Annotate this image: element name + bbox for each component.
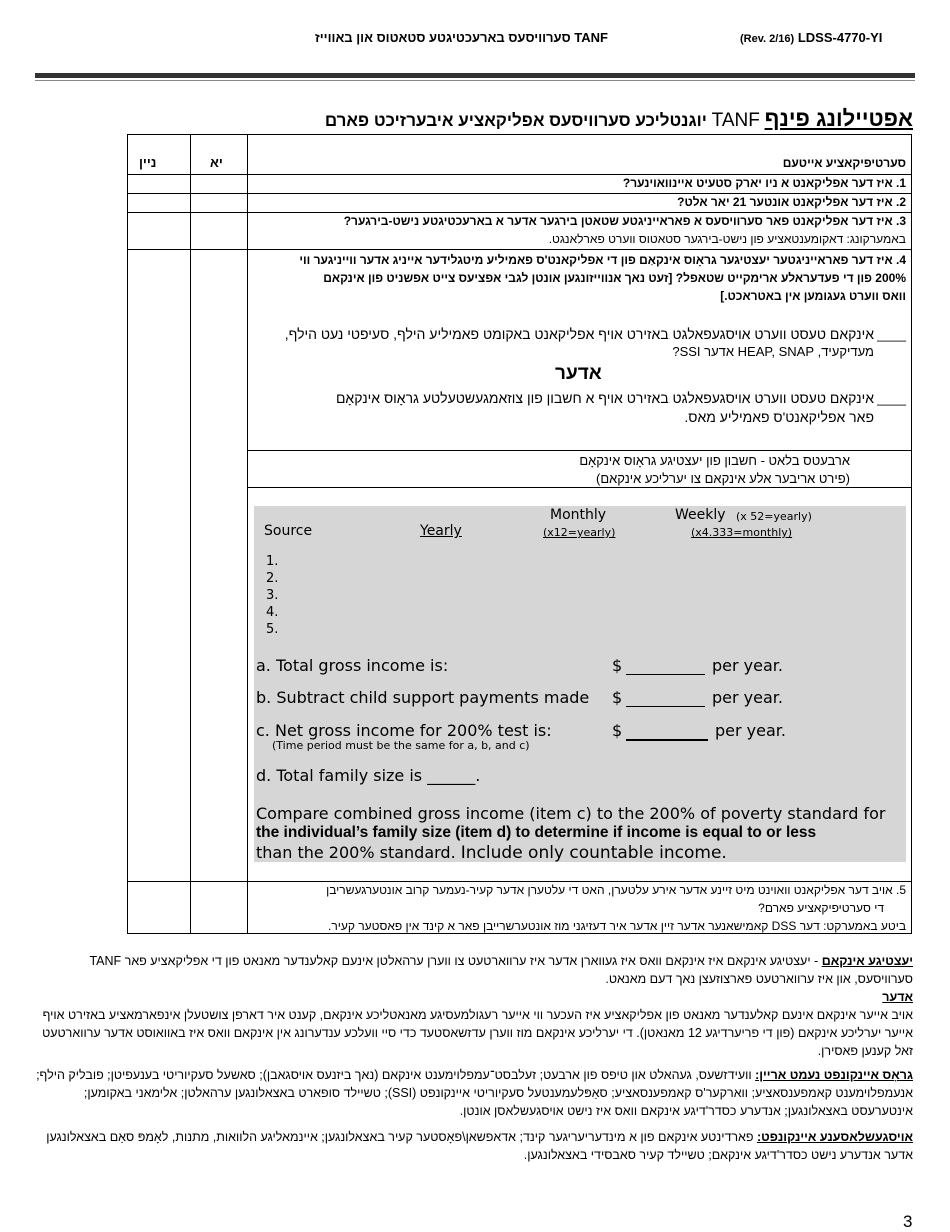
- dollar-c: $: [612, 721, 623, 740]
- dollar-b: $: [612, 688, 623, 707]
- note-current-income-key: יעצטיגע אינקאם: [821, 954, 913, 968]
- page-number: 3: [903, 1212, 913, 1231]
- question-4-line2: 200% פון די פעדעראלע ארימקייט שטאפל? [זעט נאך אנווייזונגען אונטן לגבי אפציעס צייט אפשניט פון אינקאם: [323, 271, 906, 285]
- worksheet-title: ארבעטס בלאט - חשבון פון יעצטיגע גראָוס אינקאָם: [579, 453, 850, 468]
- compare-line-1: Compare combined gross income (item c) to the 200% of poverty standard for: [256, 804, 886, 823]
- note-or-text: אויב אייער אינקאם אינעם קאלענדער מאנאט פון אפליקאציע איז העכער ווי אייער רעגולמעסיגע מאנאטליכע אינקאם, קענט איר דארפן צושטעלן אינפארמאציע באזירט אויף אייער יערליכע אינקאם (פון די פריערדיגע 12 מאנאטן). די יערליכע אינקאם מוז ווערן עדזשאסטעד כדי סיי וועלכע ענדערונג אין אינקאם וואס איז באוואוסט אדער ערווארטעט זאל קענען פאסירן.: [42, 1008, 913, 1058]
- per-year-a: per year.: [712, 656, 783, 675]
- note-or-key: אדער: [882, 990, 913, 1004]
- option-2-blank[interactable]: ____: [877, 391, 906, 406]
- col-items: סערטיפיקאציע אייטעם: [782, 156, 906, 170]
- section-label: אפטיילונג פינף: [764, 106, 913, 131]
- note-current-income: [33, 952, 913, 988]
- note-excluded-income-text: פארדינטע אינקאם פון א מינדעריעריגער קינד; אדאפשאן\פאָסטער קעיר באצאלונגען; איינמאליגע הלוואות, מתנות, לאָמפּ סאַם באצאלונגען אדער אנדערע נישט כסדר'דיגע אינקאם; טשיילד קעיר סאבסידי באצאלונגען.: [46, 1130, 913, 1162]
- col-weekly: Weekly: [675, 507, 726, 523]
- form-id: LDSS-4770-YI: [797, 30, 883, 45]
- line-c-note: (Time period must be the same for a, b, and c): [272, 739, 530, 752]
- per-year-c: per year.: [715, 721, 786, 740]
- note-gross-income-text: וועידזשעס, געהאלט און טיפס פון ארבעט; זעלבסט־עמפלוימענט אינקאם (נאך ביזנעס אויסגאבן); סאשעל סעקיוריטי בענעפיטן; פובליק הילף; אנעמפלוימענט קאמפענסאציע; ווארקער'ס קאמפענסאציע; סאַפּלעמענטעל סעקיוריטי איינקונפט (SSI); טשיילד סופארט באצאלונגען ערהאלטן; אלימאני באקומען; אינטערעסט באצאלונגען; אנדערע כסדר'דיגע אינקאם וואס איז נישט אויסגעשלאסן אונטן.: [36, 1068, 913, 1118]
- col-yes: יא: [210, 155, 223, 170]
- line-d: d. Total family size is ______.: [256, 766, 481, 785]
- source-list: [266, 553, 278, 638]
- header-title: TANF סערוויסעס בארעכטיגטע סטאטוס און באווייז: [315, 30, 608, 45]
- question-4-line1: 4. איז דער פאראייניגטער יעצטיגער גראָוס אינקאַם פון די אפליקאנט'ס פאמיליע מיטגלידער אייניג אדער ווייניגער ווי: [299, 253, 906, 267]
- line-c: c. Net gross income for 200% test is:: [256, 721, 552, 740]
- per-year-b: per year.: [712, 688, 783, 707]
- note-current-income-text: - יעצטיגע אינקאם איז אינקאם וואס איז געווארן אדער איז ערווארטעט צו ווערן ערהאלטן אינעם קאלענדער מאנאט פון די אפליקאציע פאר TANF סערוויסעס, און איז ערווארטעט פארצוזעצן נאך דעם מאנאט.: [89, 954, 913, 986]
- question-3-note: באמערקונג: דאקומענטאציע פון נישט-בירגער סטאטוס ווערט פארלאנגט.: [548, 232, 906, 246]
- amount-b-field[interactable]: [626, 706, 705, 707]
- question-5-note: ביטע באמערקט: דער DSS קאמישאנער אדער זיין אדער איר דעזיגני מוז אונטערשרייבן פאר א קינד אין פאסטער קעיר.: [327, 919, 906, 933]
- col-weekly-note: (x 52=yearly): [736, 510, 812, 523]
- option-2-line2: פאר אפליקאנט'ס פאמיליע מאס.: [684, 409, 874, 425]
- question-3: 3. איז דער אפליקאנט פאר סערוויסעס א פאראייניגטע שטאטן בירגער אדער א בארעכטיגטע נישט-בירגער?: [343, 214, 906, 228]
- col-yearly: Yearly: [420, 523, 462, 539]
- question-2: 2. איז דער אפליקאנט אונטער 21 יאר אלט?: [677, 195, 906, 209]
- header-rule: [35, 73, 915, 78]
- question-1: 1. איז דער אפליקאנט א ניו יארק סטעיט איינוואוינער?: [622, 176, 906, 190]
- option-2-line1: אינקאם טעסט ווערט אויסגעפאלגט באזירט אויף א חשבון פון צוזאמגעשטעלטע גראָוס אינקאָם: [335, 390, 874, 406]
- col-monthly: Monthly: [550, 507, 607, 523]
- source-row: 1.: [266, 554, 279, 569]
- question-5-line1: 5. אויב דער אפליקאנט וואוינט מיט זיינע אדער אירע עלטערן, האט די עלטערן אדער קעיר-נעמער קרוב אונטערגעשריבן: [326, 883, 906, 897]
- source-row: 5.: [266, 622, 279, 637]
- note-excluded-income: [33, 1128, 913, 1164]
- line-a: a. Total gross income is:: [256, 656, 449, 675]
- source-row: 4.: [266, 605, 279, 620]
- compare-line-3b: Include only countable income.: [460, 843, 727, 863]
- compare-line-3a: than the 200% standard.: [256, 843, 456, 862]
- source-row: 3.: [266, 588, 279, 603]
- option-1-blank[interactable]: ____: [877, 327, 906, 342]
- option-1-line2: מעדיקעיד, HEAP, SNAP אדער SSI?: [672, 344, 874, 359]
- note-excluded-income-key: אויסגעשלאסענע איינקונפט:: [757, 1130, 913, 1144]
- note-gross-income-key: גראָס איינקונפט נעמט אריין:: [755, 1068, 913, 1082]
- or-label: אדער: [555, 363, 602, 384]
- col-no: ניין: [139, 155, 157, 170]
- income-worksheet: [254, 506, 906, 862]
- option-1-line1: אינקאם טעסט ווערט אויסגעפאלגט באזירט אויף אפליקאנט באקומט פאמיליע הילף, סעיפטי נעט הילף,: [284, 326, 874, 342]
- revision: (Rev. 2/16): [740, 33, 795, 45]
- col-weekly-sub: (x4.333=monthly): [691, 526, 793, 539]
- col-source: Source: [264, 523, 313, 539]
- amount-c-field[interactable]: [626, 739, 708, 741]
- note-or: [33, 988, 913, 1060]
- note-gross-income: [33, 1066, 913, 1120]
- dollar-a: $: [612, 656, 623, 675]
- amount-a-field[interactable]: [626, 674, 705, 675]
- header-rule-thin: [35, 80, 915, 81]
- col-monthly-sub: (x12=yearly): [543, 526, 616, 539]
- worksheet-subtitle: (פירט אריבער אלע אינקאם צו יערליכע אינקאם): [595, 471, 850, 486]
- compare-line-2: the individual’s family size (item d) to determine if income is equal to or less: [256, 824, 817, 841]
- question-4-line3: וואס ווערט געגומען אין באטראכט.]: [720, 289, 906, 303]
- title-rest: יוגנטליכע סערוויסעס אפליקאציע איבערזיכט פארם: [324, 111, 707, 130]
- line-b: b. Subtract child support payments made: [256, 688, 590, 707]
- page-title: [325, 106, 913, 132]
- source-row: 2.: [266, 571, 279, 586]
- form-number: [740, 30, 882, 45]
- tanf-label: TANF: [711, 110, 760, 131]
- question-5-line2: די סערטיפיקאציע פארם?: [758, 901, 884, 915]
- compare-line-3: [256, 843, 727, 863]
